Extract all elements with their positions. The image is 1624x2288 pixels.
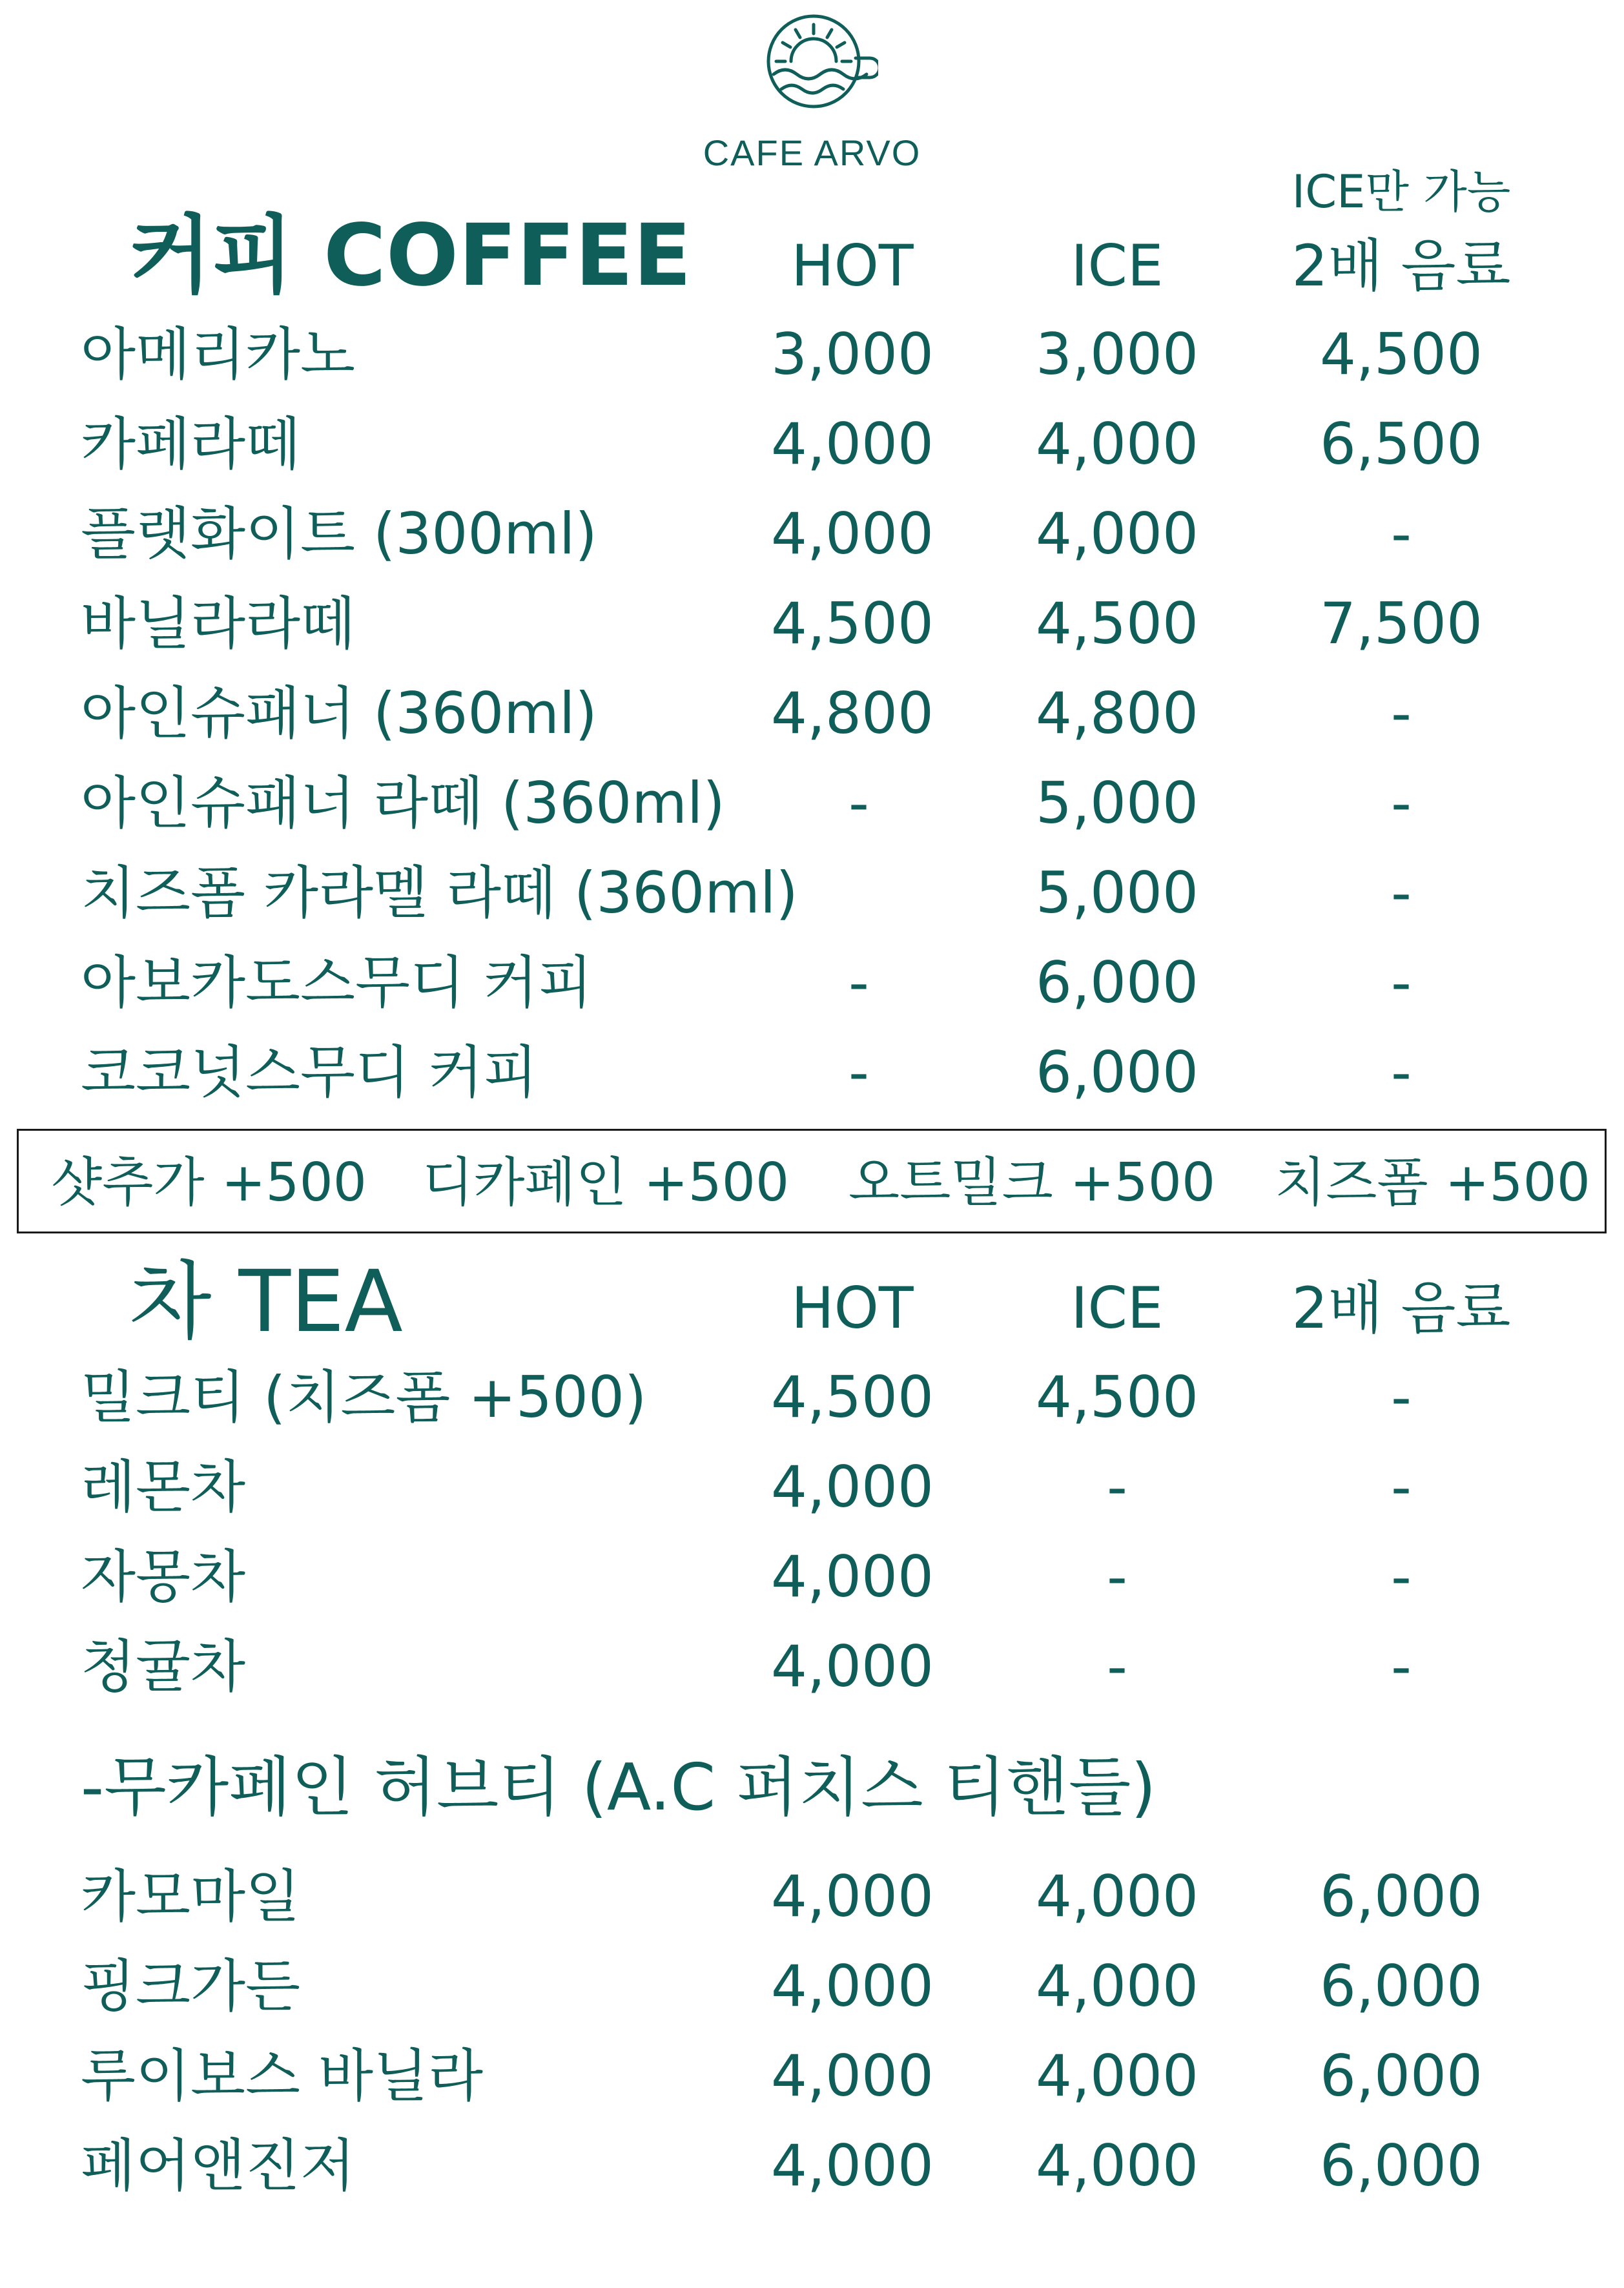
price-hot: 4,000 bbox=[771, 2043, 934, 2109]
price-double: - bbox=[1391, 680, 1412, 747]
price-double: 6,000 bbox=[1320, 1863, 1483, 1930]
price-hot: 4,000 bbox=[771, 1863, 934, 1930]
coffee-header-ice: ICE bbox=[1071, 232, 1164, 299]
item-name: 레몬차 bbox=[81, 1454, 246, 1520]
price-double: - bbox=[1391, 1633, 1412, 1700]
item-name: 핑크가든 bbox=[81, 1953, 301, 2019]
price-double: 6,000 bbox=[1320, 2132, 1483, 2199]
item-name: 페어앤진저 bbox=[81, 2132, 356, 2199]
price-double: 6,000 bbox=[1320, 2043, 1483, 2109]
price-double: - bbox=[1391, 500, 1412, 567]
price-double: 4,500 bbox=[1320, 321, 1483, 387]
price-double: 6,000 bbox=[1320, 1953, 1483, 2019]
price-double: - bbox=[1391, 1039, 1412, 1106]
price-ice: 4,000 bbox=[1036, 500, 1198, 567]
item-name: 코코넛스무디 커피 bbox=[81, 1039, 539, 1106]
item-name: 카페라떼 bbox=[81, 411, 301, 477]
option-cheese-foam: 치즈폼 +500 bbox=[1275, 1152, 1590, 1213]
price-ice: 4,500 bbox=[1036, 590, 1198, 657]
price-ice: - bbox=[1107, 1543, 1127, 1610]
menu-row bbox=[0, 770, 1624, 846]
option-extra-shot: 샷추가 +500 bbox=[51, 1152, 367, 1213]
price-ice: 5,000 bbox=[1036, 770, 1198, 836]
price-ice: 3,000 bbox=[1036, 321, 1198, 387]
price-double: - bbox=[1391, 770, 1412, 836]
options-box bbox=[17, 1129, 1607, 1233]
ice-only-note: ICE만 가능 bbox=[1291, 165, 1511, 218]
price-ice: 4,000 bbox=[1036, 1953, 1198, 2019]
menu-row bbox=[0, 321, 1624, 397]
tea-header-double: 2배 음료 bbox=[1291, 1275, 1511, 1341]
price-hot: 4,800 bbox=[771, 680, 934, 747]
menu-row bbox=[0, 1543, 1624, 1620]
price-hot: 4,000 bbox=[771, 1633, 934, 1700]
price-double: - bbox=[1391, 949, 1412, 1016]
menu-row bbox=[0, 1454, 1624, 1530]
price-ice: 4,000 bbox=[1036, 411, 1198, 477]
price-ice: - bbox=[1107, 1454, 1127, 1520]
sun-cup-logo-icon bbox=[762, 13, 878, 110]
option-oat-milk: 오트밀크 +500 bbox=[848, 1152, 1216, 1213]
item-name: 밀크티 (치즈폼 +500) bbox=[81, 1364, 647, 1430]
price-ice: 6,000 bbox=[1036, 949, 1198, 1016]
price-hot: 4,500 bbox=[771, 1364, 934, 1430]
price-hot: - bbox=[848, 1039, 869, 1106]
price-hot: 4,000 bbox=[771, 500, 934, 567]
herbal-tea-heading: -무카페인 허브티 (A.C 퍼치스 티핸들) bbox=[81, 1749, 1156, 1825]
price-ice: 4,000 bbox=[1036, 1863, 1198, 1930]
price-hot: 4,000 bbox=[771, 2132, 934, 2199]
price-ice: 6,000 bbox=[1036, 1039, 1198, 1106]
coffee-section-title: 커피 COFFEE bbox=[129, 206, 692, 305]
menu-row bbox=[0, 949, 1624, 1025]
price-hot: 4,000 bbox=[771, 1543, 934, 1610]
menu-row bbox=[0, 500, 1624, 577]
item-name: 아보카도스무디 커피 bbox=[81, 949, 593, 1016]
price-double: - bbox=[1391, 1364, 1412, 1430]
menu-row bbox=[0, 1863, 1624, 1939]
price-hot: 4,000 bbox=[771, 1953, 934, 2019]
item-name: 치즈폼 카라멜 라떼 (360ml) bbox=[81, 860, 798, 926]
menu-row bbox=[0, 1039, 1624, 1115]
menu-row bbox=[0, 860, 1624, 936]
menu-row bbox=[0, 590, 1624, 666]
item-name: 자몽차 bbox=[81, 1543, 246, 1610]
price-double: 6,500 bbox=[1320, 411, 1483, 477]
menu-row bbox=[0, 1364, 1624, 1440]
price-double: - bbox=[1391, 1543, 1412, 1610]
price-double: - bbox=[1391, 1454, 1412, 1520]
brand-name: CAFE ARVO bbox=[703, 132, 921, 173]
menu-row bbox=[0, 411, 1624, 487]
item-name: 바닐라라떼 bbox=[81, 590, 356, 657]
price-ice: 5,000 bbox=[1036, 860, 1198, 926]
price-hot: 4,000 bbox=[771, 411, 934, 477]
price-ice: 4,800 bbox=[1036, 680, 1198, 747]
price-hot: - bbox=[848, 949, 869, 1016]
price-ice: 4,000 bbox=[1036, 2132, 1198, 2199]
price-double: - bbox=[1391, 860, 1412, 926]
item-name: 청귤차 bbox=[81, 1633, 246, 1700]
item-name: 카모마일 bbox=[81, 1863, 301, 1930]
price-hot: 4,500 bbox=[771, 590, 934, 657]
item-name: 플랫화이트 (300ml) bbox=[81, 500, 597, 567]
menu-row bbox=[0, 680, 1624, 756]
item-name: 아인슈패너 (360ml) bbox=[81, 680, 597, 747]
coffee-header-hot: HOT bbox=[791, 232, 914, 299]
price-ice: 4,500 bbox=[1036, 1364, 1198, 1430]
coffee-header-double: 2배 음료 bbox=[1291, 232, 1511, 299]
item-name: 아메리카노 bbox=[81, 321, 356, 387]
price-hot: 4,000 bbox=[771, 1454, 934, 1520]
price-ice: - bbox=[1107, 1633, 1127, 1700]
menu-row bbox=[0, 2043, 1624, 2119]
price-hot: - bbox=[848, 770, 869, 836]
price-double: 7,500 bbox=[1320, 590, 1483, 657]
menu-row bbox=[0, 1633, 1624, 1709]
option-decaf: 디카페인 +500 bbox=[422, 1152, 790, 1213]
tea-section-title: 차 TEA bbox=[129, 1252, 403, 1352]
tea-header-ice: ICE bbox=[1071, 1275, 1164, 1341]
item-name: 아인슈패너 라떼 (360ml) bbox=[81, 770, 725, 836]
item-name: 루이보스 바닐라 bbox=[81, 2043, 484, 2109]
price-hot: 3,000 bbox=[771, 321, 934, 387]
menu-row bbox=[0, 1953, 1624, 2029]
price-ice: 4,000 bbox=[1036, 2043, 1198, 2109]
menu-row bbox=[0, 2132, 1624, 2209]
tea-header-hot: HOT bbox=[791, 1275, 914, 1341]
